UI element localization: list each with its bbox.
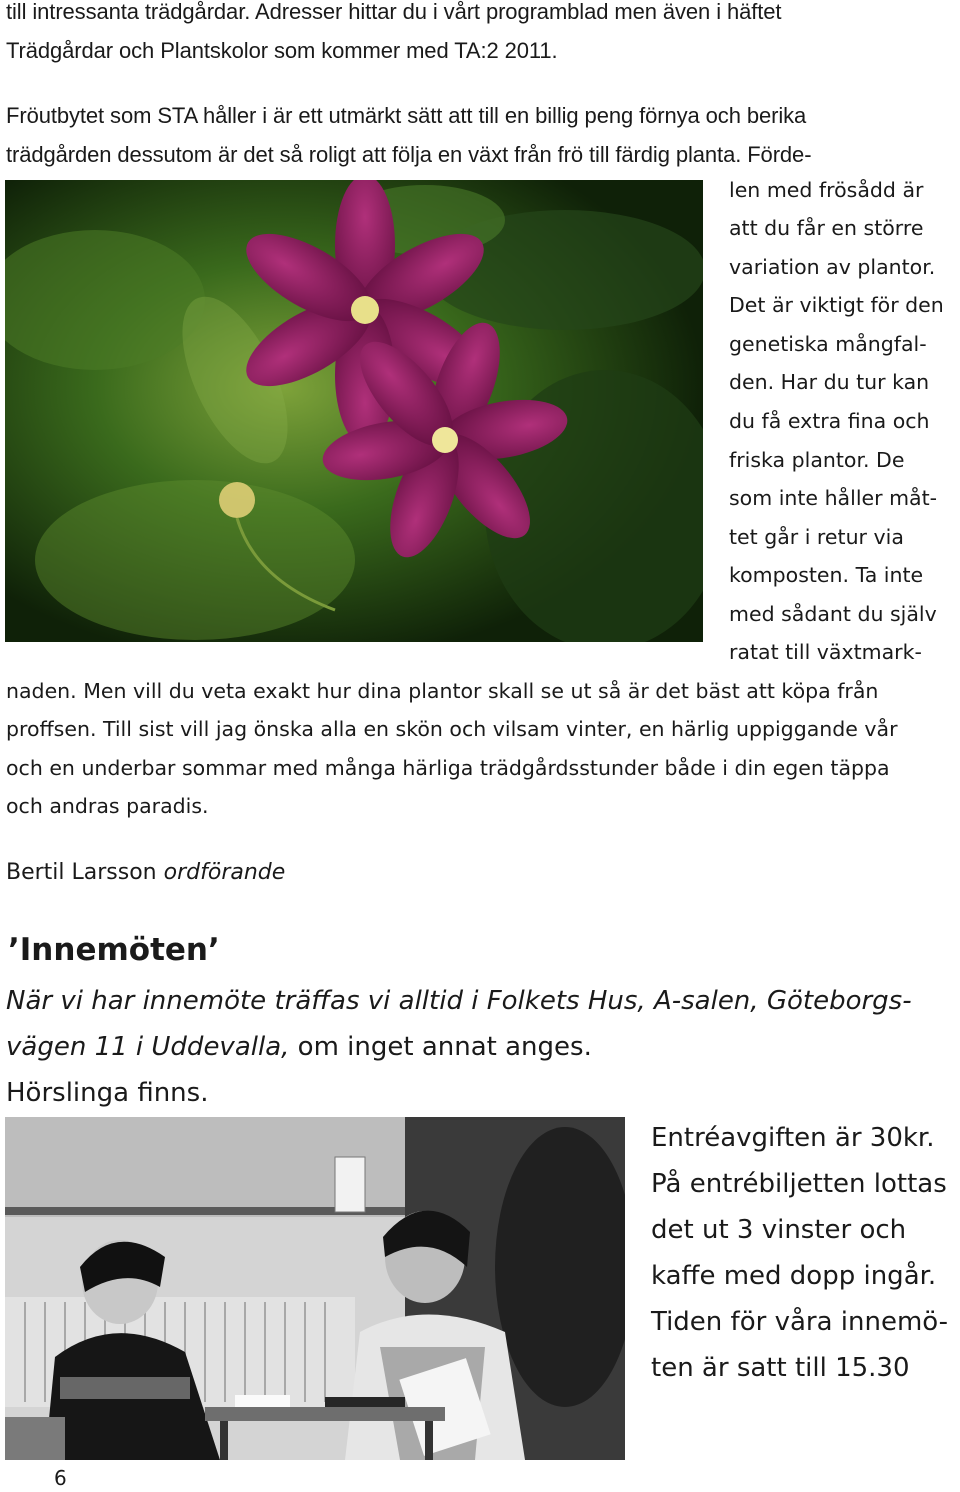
text-line: trädgården dessutom är det så roligt att följa en växt från frö till färdig planta. Förde-	[6, 142, 812, 167]
info-line: ten är satt till 15.30	[651, 1353, 910, 1383]
text-line: och andras paradis.	[6, 794, 209, 818]
text-line: du få extra fina och	[729, 409, 930, 433]
signature-name: Bertil Larsson	[6, 860, 157, 885]
text-line: friska plantor. De	[729, 448, 905, 472]
signature-role: ordförande	[163, 860, 286, 885]
text-line: Det är viktigt för den	[729, 293, 944, 317]
intro-line-2-rest: om inget annat anges.	[289, 1032, 592, 1062]
info-line: Entréavgiften är 30kr.	[651, 1123, 935, 1153]
text-line: proffsen. Till sist vill jag önska alla en skön och vilsam vinter, en härlig uppiggande vår	[6, 717, 898, 741]
info-line: kaffe med dopp ingår.	[651, 1261, 937, 1291]
info-line: det ut 3 vinster och	[651, 1215, 907, 1245]
intro-line	[6, 1032, 592, 1062]
text-line: den. Har du tur kan	[729, 370, 930, 394]
text-line: variation av plantor.	[729, 255, 936, 279]
text-line: Trädgårdar och Plantskolor som kommer med TA:2 2011.	[6, 38, 558, 63]
info-line: På entrébiljetten lottas	[651, 1169, 947, 1199]
text-line: som inte håller måt-	[729, 486, 938, 510]
text-line: med sådant du själv	[729, 602, 937, 626]
text-line: tet går i retur via	[729, 525, 904, 549]
text-line: och en underbar sommar med många härliga trädgårdsstunder både i din egen täppa	[6, 756, 890, 780]
text-line: komposten. Ta inte	[729, 563, 924, 587]
text-line: att du får en större	[729, 216, 924, 240]
text-line: genetiska mångfal-	[729, 332, 927, 356]
clematis-flower-photo	[5, 180, 703, 642]
intro-line-3: Hörslinga finns.	[6, 1078, 209, 1108]
intro-line-1: När vi har innemöte träffas vi alltid i Folkets Hus, A-salen, Göteborgs-	[6, 986, 912, 1016]
signature	[6, 860, 285, 885]
page-number: 6	[54, 1466, 67, 1490]
text-line: ratat till växtmark-	[729, 640, 922, 664]
section-heading: ’Innemöten’	[8, 932, 220, 968]
intro-address: vägen 11 i Uddevalla,	[6, 1032, 290, 1062]
meeting-photo	[5, 1117, 625, 1460]
info-line: Tiden för våra innemö-	[651, 1307, 949, 1337]
text-line: len med frösådd är	[729, 178, 924, 202]
text-line: naden. Men vill du veta exakt hur dina plantor skall se ut så är det bäst att köpa från	[6, 679, 879, 703]
text-line: Fröutbytet som STA håller i är ett utmärkt sätt att till en billig peng förnya och berika	[6, 103, 807, 128]
text-line: till intressanta trädgårdar. Adresser hittar du i vårt programblad men även i häftet	[6, 0, 782, 24]
intro-line	[6, 986, 912, 1016]
